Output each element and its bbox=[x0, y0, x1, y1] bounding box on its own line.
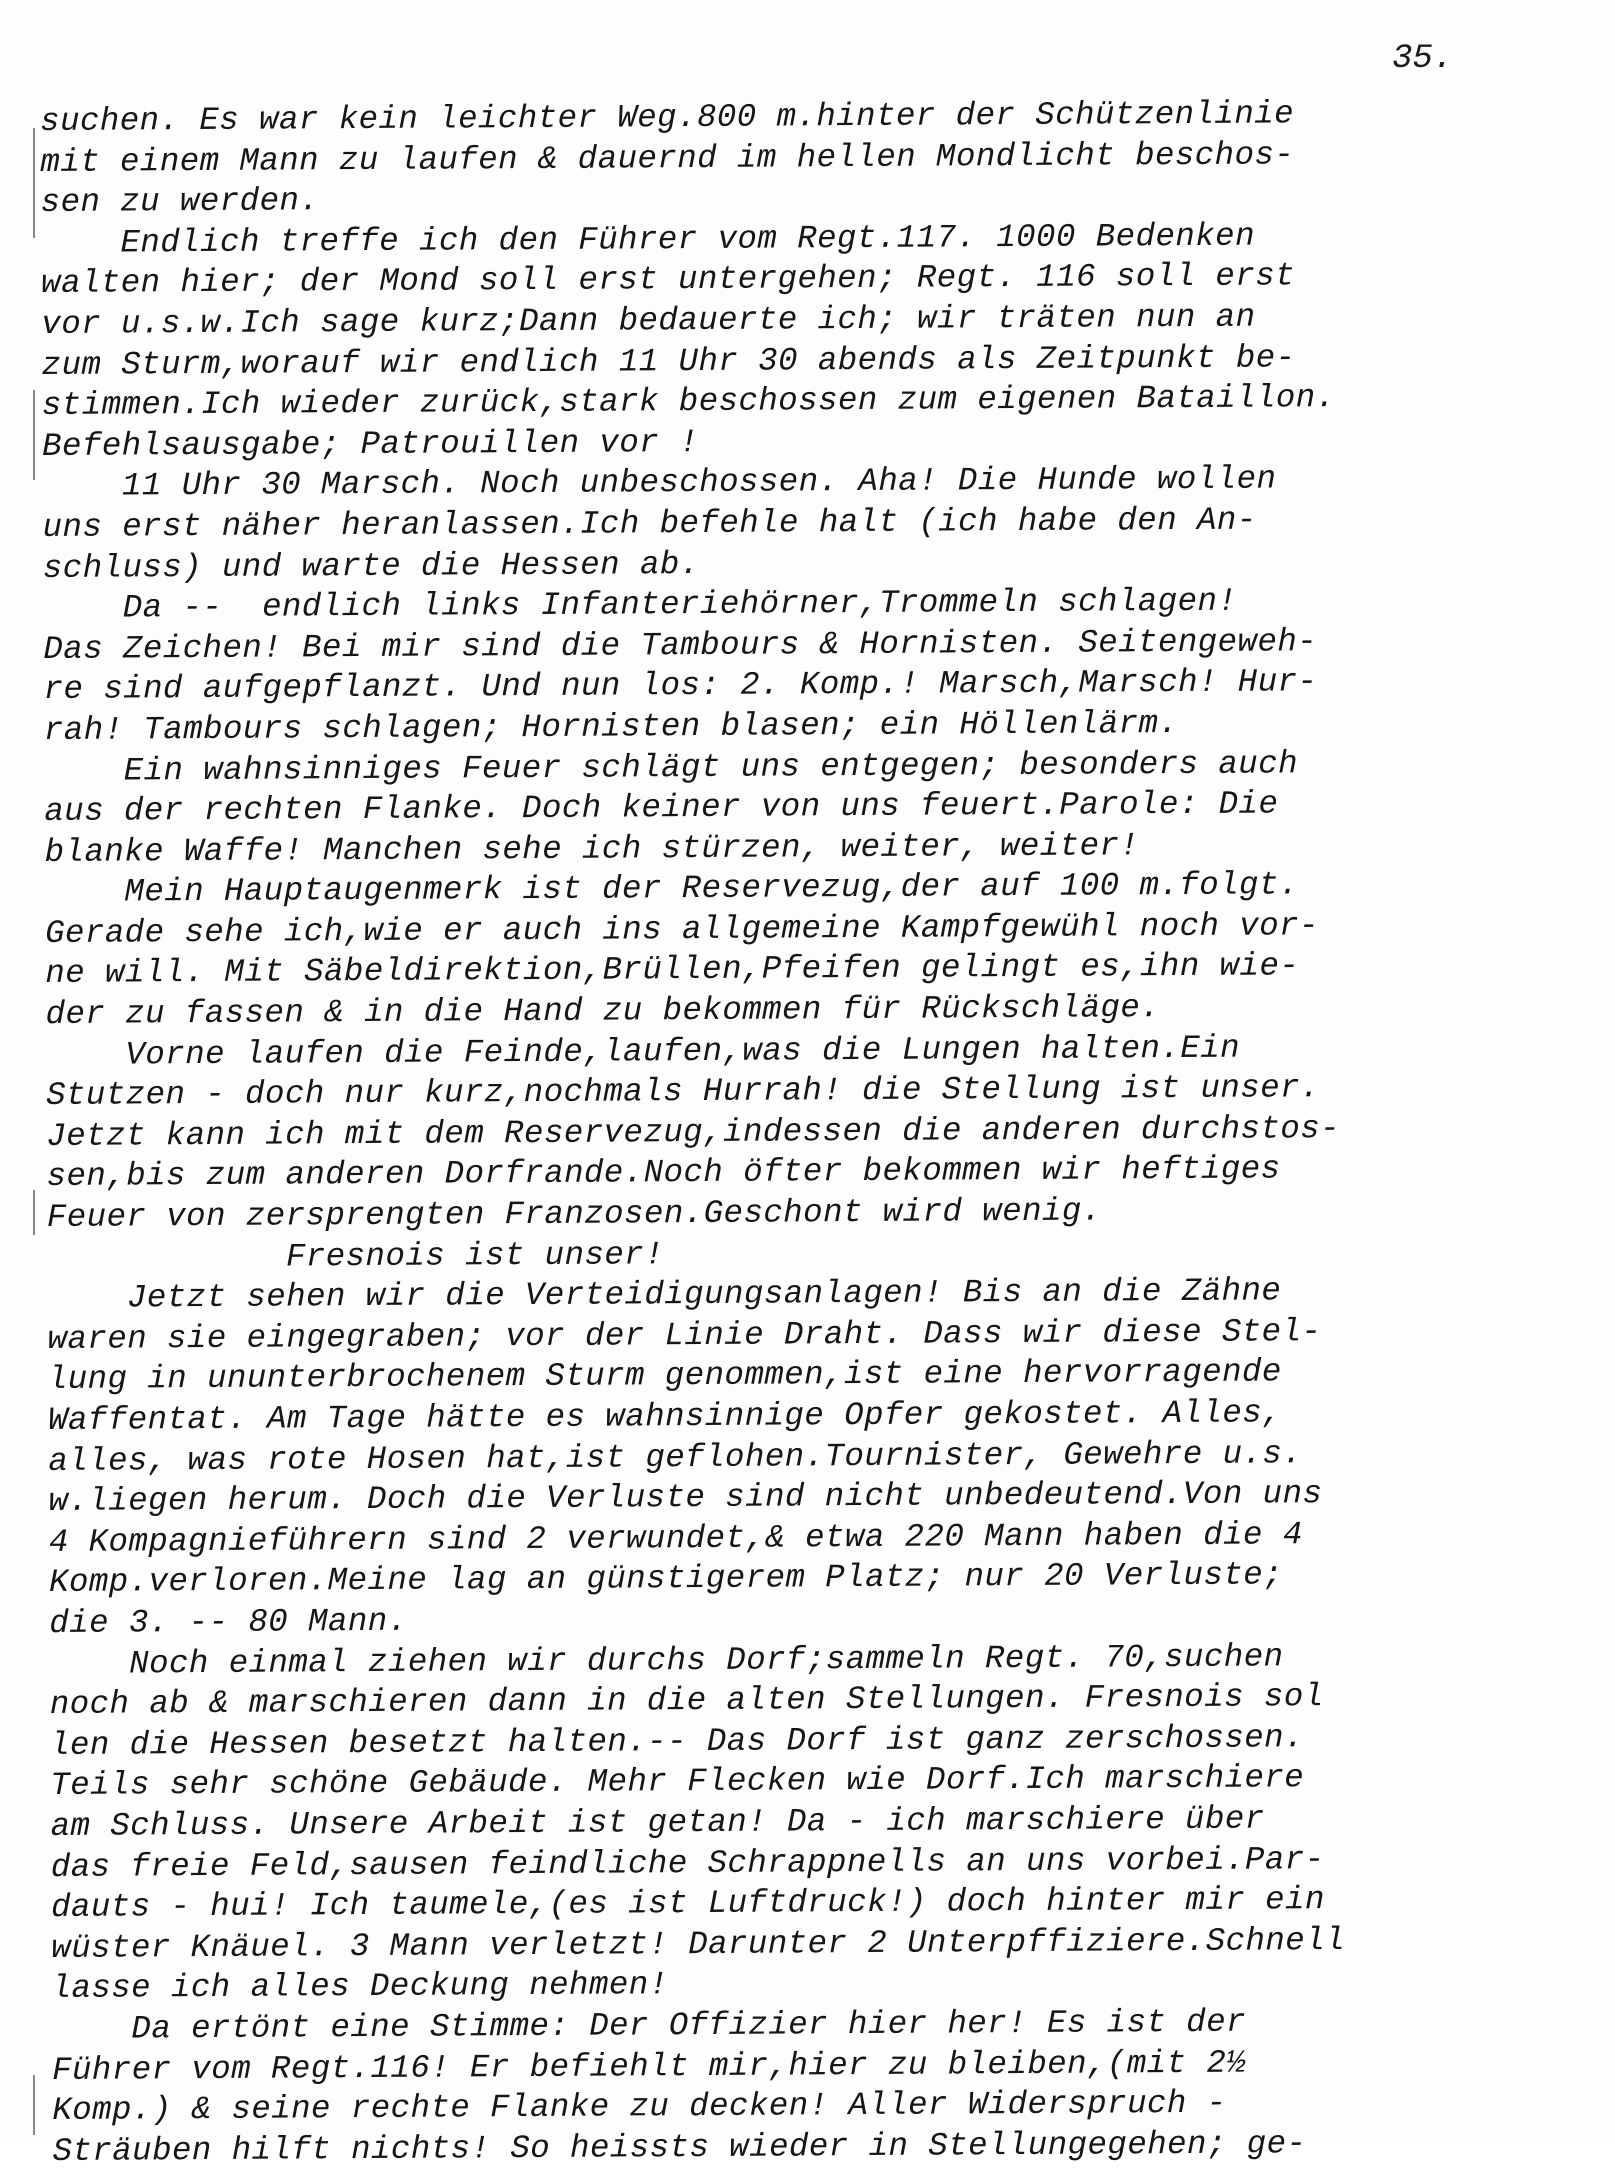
text-line: Komp.verloren.Meine lag an günstigerem Platz; nur 20 Verluste; bbox=[48, 1556, 1284, 1602]
text-line: Jetzt sehen wir die Verteidigungsanlagen! Bis an die Zähne bbox=[47, 1272, 1282, 1318]
text-line: mit einem Mann zu laufen & dauernd im hellen Mondlicht beschos- bbox=[40, 135, 1295, 181]
body-text bbox=[40, 92, 1613, 2172]
text-line: Endlich treffe ich den Führer vom Regt.117. 1000 Bedenken bbox=[40, 217, 1256, 262]
margin-line bbox=[33, 1190, 35, 1235]
text-line: das freie Feld,sausen feindliche Schrappnells an uns vorbei.Par- bbox=[50, 1840, 1325, 1886]
text-line: walten hier; der Mond soll erst untergehen; Regt. 116 soll erst bbox=[40, 257, 1296, 303]
text-line: der zu fassen & in die Hand zu bekommen für Rückschläge. bbox=[45, 989, 1161, 1034]
text-line: sen,bis zum anderen Dorfrande.Noch öfter bekommen wir heftiges bbox=[46, 1150, 1281, 1196]
text-line: die 3. -- 80 Mann. bbox=[49, 1602, 408, 1642]
text-line: 11 Uhr 30 Marsch. Noch unbeschossen. Aha! Die Hunde wollen bbox=[42, 460, 1277, 506]
margin-line bbox=[33, 2075, 35, 2135]
text-line: waren sie eingegraben; vor der Linie Draht. Dass wir diese Stel- bbox=[47, 1313, 1322, 1358]
text-line: wüster Knäuel. 3 Mann verletzt! Darunter 2 Unterpffiziere.Schnell bbox=[51, 1921, 1346, 1967]
text-line: Das Zeichen! Bei mir sind die Tambours & Hornisten. Seitengeweh- bbox=[43, 622, 1318, 668]
text-line: alles, was rote Hosen hat,ist geflohen.Tournister, Gewehre u.s. bbox=[48, 1434, 1303, 1480]
text-line: Ein wahnsinniges Feuer schlägt uns entgegen; besonders auch bbox=[43, 744, 1299, 790]
text-line: Waffentat. Am Tage hätte es wahnsinnige Opfer gekostet. Alles, bbox=[47, 1394, 1283, 1439]
text-line: len die Hessen besetzt halten.-- Das Dorf ist ganz zerschossen. bbox=[49, 1719, 1305, 1764]
text-line: Da ertönt eine Stimme: Der Offizier hier her! Es ist der bbox=[51, 2003, 1247, 2048]
text-line: ne will. Mit Säbeldirektion,Brüllen,Pfeifen gelingt es,ihn wie- bbox=[45, 947, 1300, 993]
page-number: 35. bbox=[1392, 40, 1454, 78]
text-line: am Schluss. Unsere Arbeit ist getan! Da - ich marschiere über bbox=[50, 1800, 1265, 1845]
text-line: Vorne laufen die Feinde,laufen,was die Lungen halten.Ein bbox=[45, 1029, 1241, 1074]
text-line: Sträuben hilft nichts! So heissts wieder in Stellungegehen; ge- bbox=[52, 2124, 1307, 2170]
text-line: noch ab & marschieren dann in die alten Stellungen. Fresnois sol bbox=[49, 1678, 1324, 1724]
text-line: Feuer von zersprengten Franzosen.Geschont wird wenig. bbox=[46, 1192, 1102, 1237]
text-line: suchen. Es war kein leichter Weg.800 m.hinter der Schützenlinie bbox=[40, 95, 1295, 140]
text-line: w.liegen herum. Doch die Verluste sind nicht unbedeutend.Von uns bbox=[48, 1475, 1323, 1521]
text-line: vor u.s.w.Ich sage kurz;Dann bedauerte ich; wir träten nun an bbox=[41, 298, 1256, 343]
text-line: Befehlsausgabe; Patrouillen vor ! bbox=[41, 423, 700, 465]
text-line: lung in ununterbrochenem Sturm genommen,ist eine hervorragende bbox=[47, 1353, 1282, 1399]
text-line: dauts - hui! Ich taumele,(es ist Luftdruck!) doch hinter mir ein bbox=[50, 1881, 1325, 1927]
margin-line bbox=[33, 390, 35, 480]
text-line: zum Sturm,worauf wir endlich 11 Uhr 30 abends als Zeitpunkt be- bbox=[41, 338, 1296, 384]
text-line: 4 Kompagnieführern sind 2 verwundet,& etwa 220 Mann haben die 4 bbox=[48, 1516, 1303, 1561]
text-line: Stutzen - doch nur kurz,nochmals Hurrah! die Stellung ist unser. bbox=[45, 1069, 1320, 1115]
text-line: Da -- endlich links Infanteriehörner,Trommeln schlagen! bbox=[42, 582, 1238, 628]
text-line: Jetzt kann ich mit dem Reservezug,indessen die anderen durchstos- bbox=[46, 1109, 1341, 1155]
text-line: re sind aufgepflanzt. Und nun los: 2. Komp.! Marsch,Marsch! Hur- bbox=[43, 663, 1318, 709]
text-line: Fresnois ist unser! bbox=[46, 1235, 665, 1277]
text-line: rah! Tambours schlagen; Hornisten blasen; ein Höllenlärm. bbox=[43, 704, 1179, 749]
text-line: schluss) und warte die Hessen ab. bbox=[42, 545, 700, 587]
text-line: Komp.) & seine rechte Flanke zu decken! Aller Widerspruch - bbox=[52, 2084, 1227, 2130]
margin-line bbox=[33, 128, 35, 238]
text-line: Mein Hauptaugenmerk ist der Reservezug,der auf 100 m.folgt. bbox=[44, 866, 1299, 912]
text-line: Führer vom Regt.116! Er befiehlt mir,hier zu bleiben,(mit 2½ bbox=[51, 2044, 1247, 2089]
text-line: Noch einmal ziehen wir durchs Dorf;sammeln Regt. 70,suchen bbox=[49, 1637, 1284, 1683]
text-line: aus der rechten Flanke. Doch keiner von uns feuert.Parole: Die bbox=[44, 785, 1279, 831]
text-line: lasse ich alles Deckung nehmen! bbox=[51, 1966, 669, 2008]
text-line: stimmen.Ich wieder zurück,stark beschossen zum eigenen Bataillon. bbox=[41, 379, 1336, 425]
text-line: Gerade sehe ich,wie er auch ins allgemeine Kampfgewühl noch vor- bbox=[44, 907, 1319, 952]
text-line: uns erst näher heranlassen.Ich befehle halt (ich habe den An- bbox=[42, 501, 1257, 546]
text-line: Teils sehr schöne Gebäude. Mehr Flecken wie Dorf.Ich marschiere bbox=[50, 1759, 1305, 1805]
text-line: sen zu werden. bbox=[40, 182, 320, 222]
text-line: blanke Waffe! Manchen sehe ich stürzen, weiter, weiter! bbox=[44, 826, 1140, 871]
